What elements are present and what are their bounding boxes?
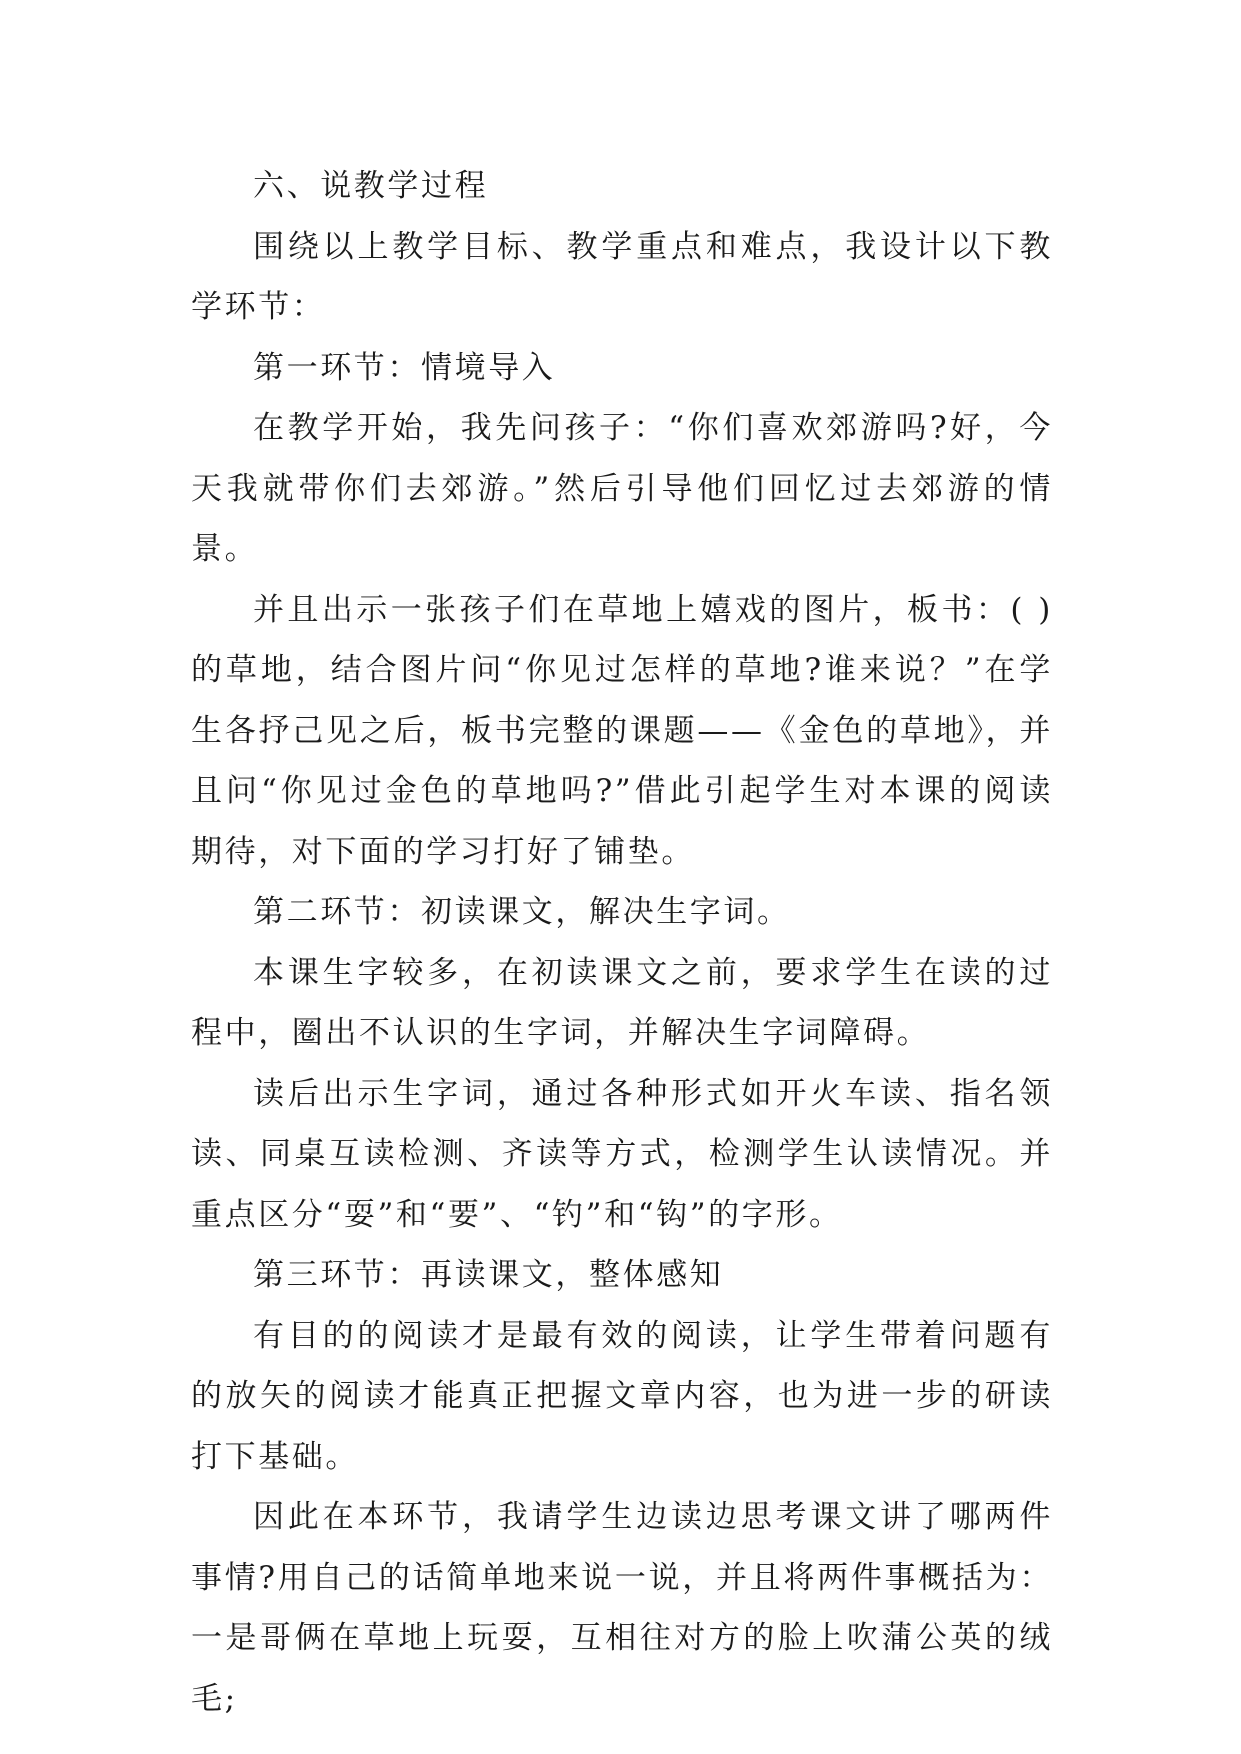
step-heading: 第一环节：情境导入 <box>253 349 556 386</box>
section-heading: 六、说教学过程 <box>253 168 489 204</box>
paragraph: 有目的的阅读才是最有效的阅读，让学生带着问题有的放矢的阅读才能真正把握文章内容，也为进一步的研读打下基础。 <box>191 1317 1053 1475</box>
paragraph: 并且出示一张孩子们在草地上嬉戏的图片，板书：( )的草地，结合图片问“你见过怎样的草地?谁来说？”在学生各抒己见之后，板书完整的课题——《金色的草地》，并且问“你见过金色的草地吗?”借此引起学生对本课的阅读期待，对下面的学习打好了铺垫。 <box>191 591 1053 870</box>
paragraph: 在教学开始，我先问孩子：“你们喜欢郊游吗?好，今天我就带你们去郊游。”然后引导他们回忆过去郊游的情景。 <box>191 410 1053 567</box>
paragraph: 围绕以上教学目标、教学重点和难点，我设计以下教学环节： <box>191 228 1053 325</box>
step-heading: 第三环节：再读课文，整体感知 <box>253 1257 724 1293</box>
paragraph: 因此在本环节，我请学生边读边思考课文讲了哪两件事情?用自己的话简单地来说一说，并且将两件事概括为：一是哥俩在草地上玩耍，互相往对方的脸上吹蒲公英的绒毛; <box>191 1499 1053 1717</box>
step-heading: 第二环节：初读课文，解决生字词。 <box>253 894 791 930</box>
document-body <box>191 156 1053 1729</box>
paragraph: 本课生字较多，在初读课文之前，要求学生在读的过程中，圈出不认识的生字词，并解决生字词障碍。 <box>191 954 1053 1051</box>
paragraph: 读后出示生字词，通过各种形式如开火车读、指名领读、同桌互读检测、齐读等方式，检测学生认读情况。并重点区分“耍”和“要”、“钓”和“钩”的字形。 <box>191 1075 1053 1233</box>
